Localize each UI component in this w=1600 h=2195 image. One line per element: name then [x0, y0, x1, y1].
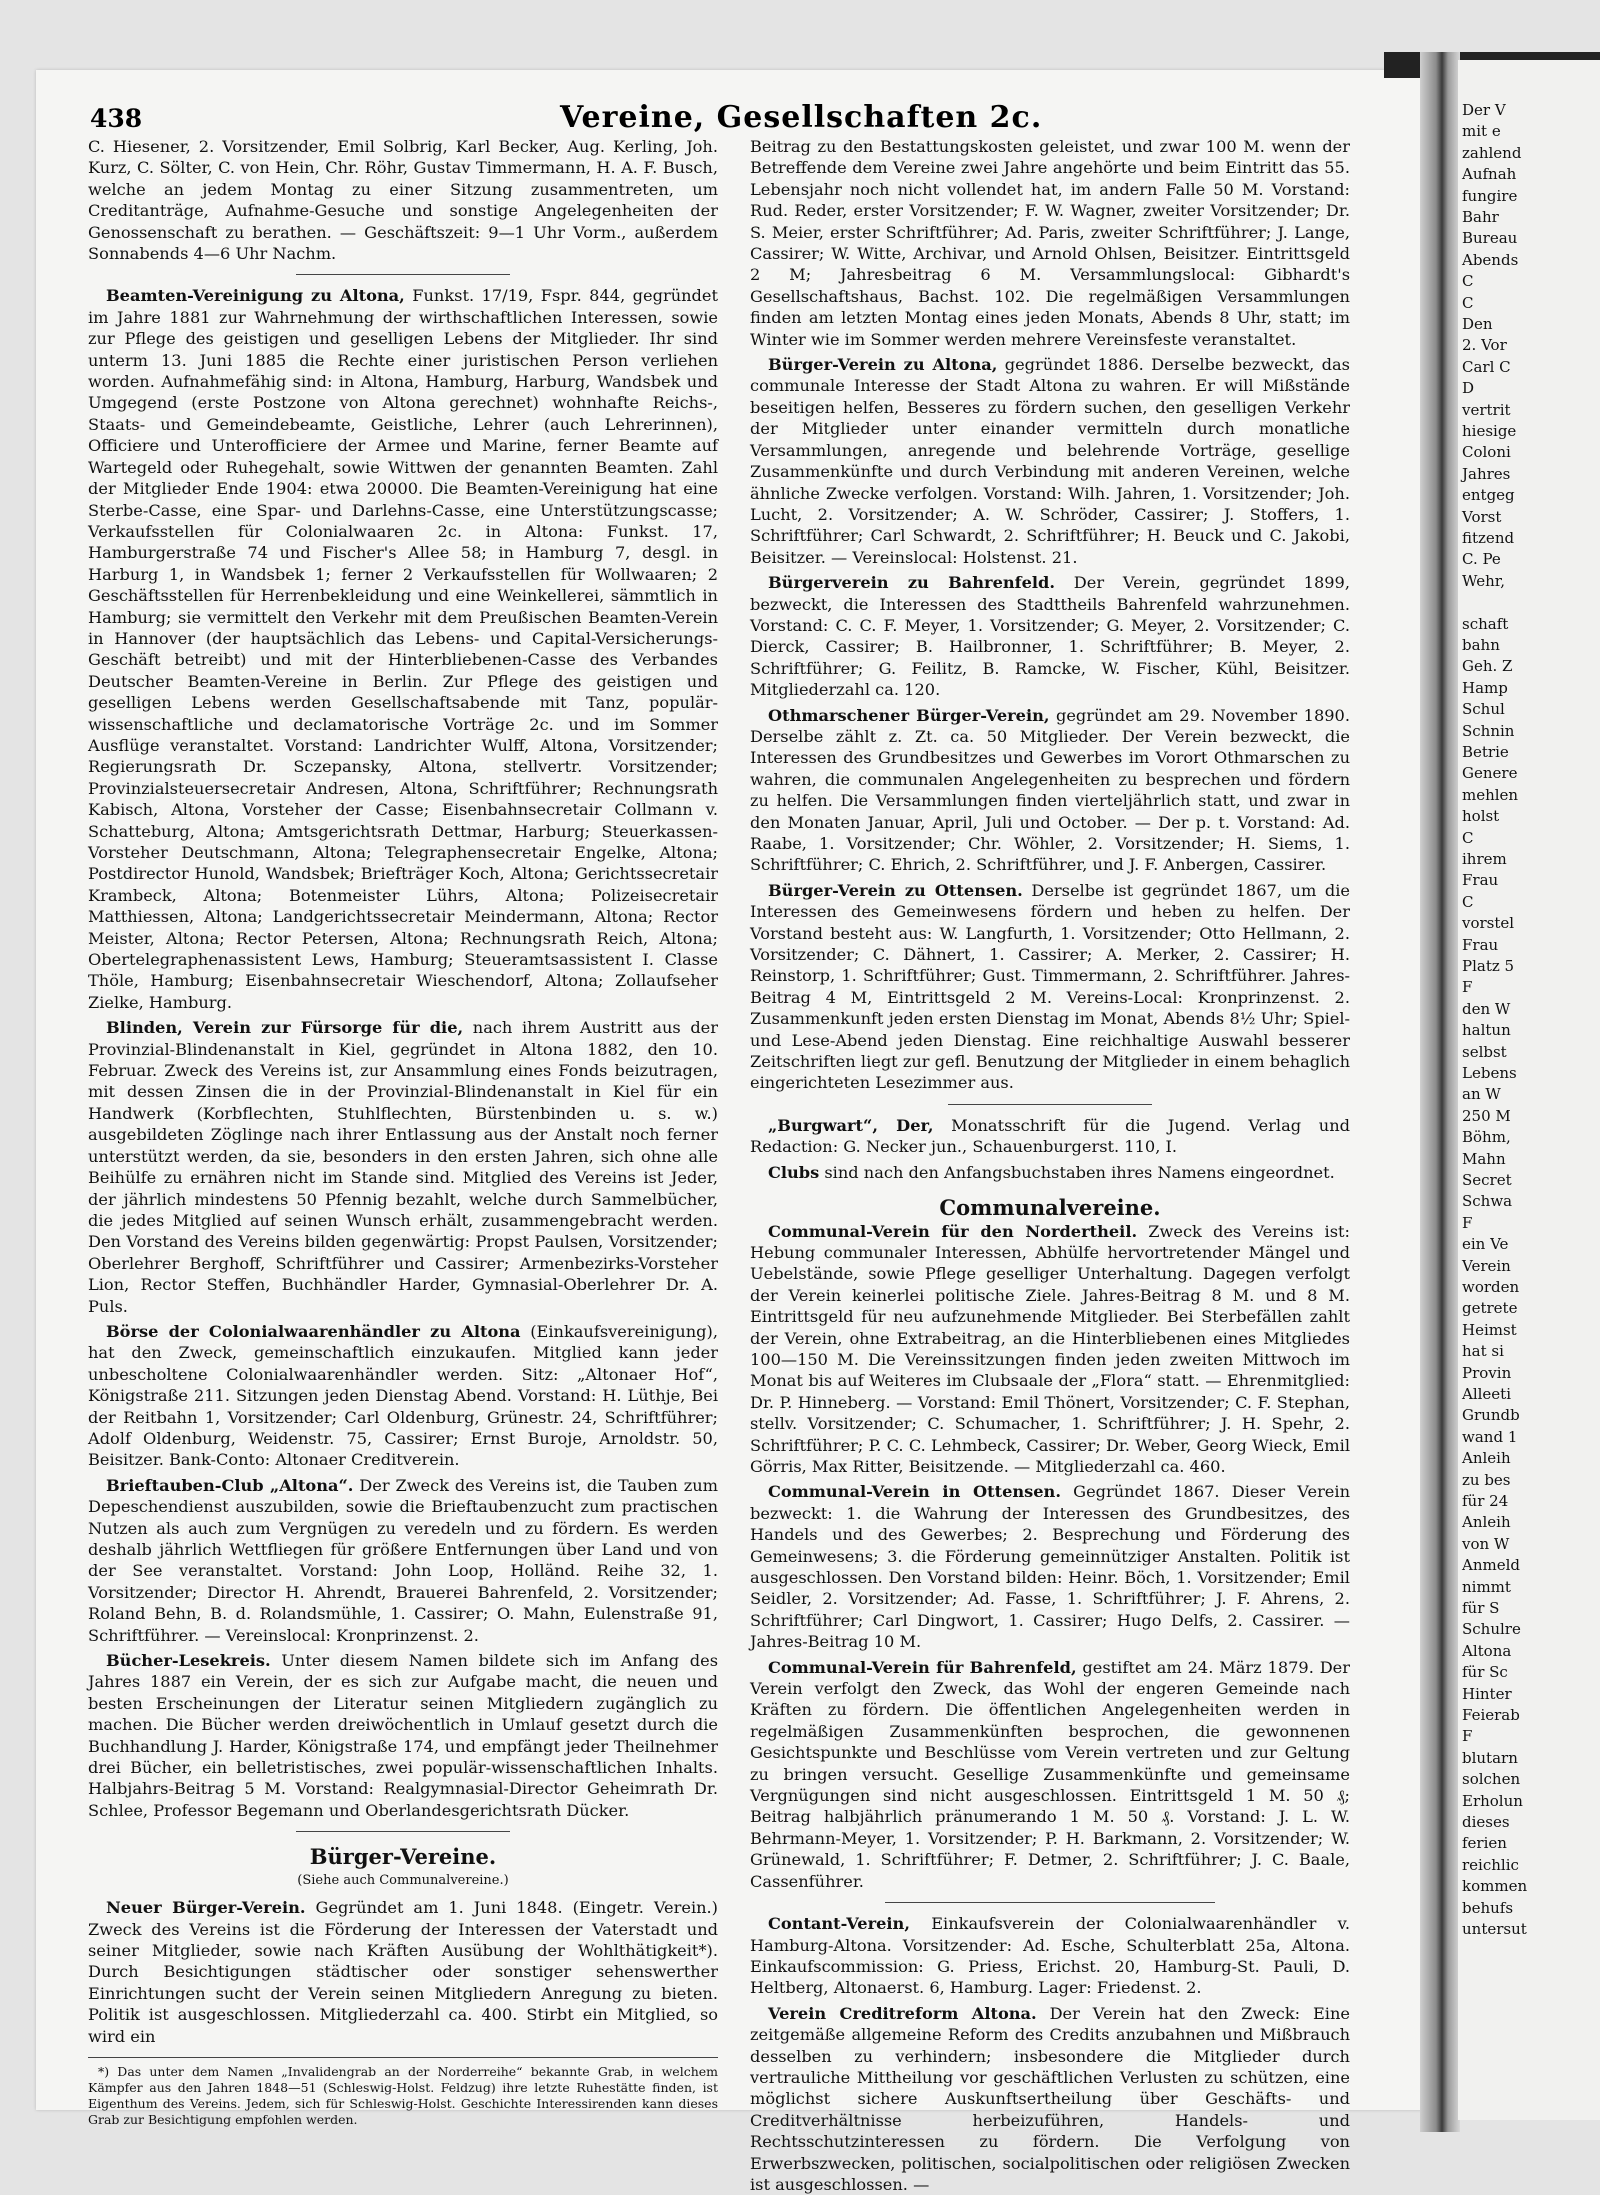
- right-page-line-fragment: für S: [1462, 1599, 1500, 1617]
- right-page-line-fragment: wand 1: [1462, 1427, 1518, 1446]
- right-page-line-fragment: Den: [1462, 315, 1493, 333]
- right-page-line-fragment: Verein: [1462, 1256, 1511, 1275]
- entry-text: sind nach den Anfangsbuchstaben ihres Namens eingeordnet.: [819, 1162, 1335, 1182]
- right-page-line-fragment: Bahr: [1462, 208, 1499, 226]
- right-page-line-fragment: Anleih: [1462, 1513, 1511, 1532]
- footnote-text: *) Das unter dem Namen „Invalidengrab an der Norderreihe“ bekannte Grab, in welchem Kämpfer aus den Jahren 1848—51 (Schleswig-Holst. Feldzug) ihre letzte Ruhestätte finden, ist Eigenthum des Vereins. Jedem, sich für Schleswig-Holst. Geschichte Interessirenden kann dieses Grab zur Besichtigung empfohlen werden.: [88, 2063, 718, 2127]
- right-page-line-fragment: Hinter: [1462, 1684, 1512, 1703]
- right-page-line-fragment: getrete: [1462, 1299, 1518, 1318]
- entry-text: gegründet am 29. November 1890. Derselbe zählt z. Zt. ca. 50 Mitglieder. Der Verein bezweckt, die Interessen des Grundbesitzes und Gewerbes im Vorort Othmarschen zu wahren, die communalen Angelegenheiten zu besprechen und fördern zu helfen. Die Versammlungen finden vierteljährlich statt, und zwar in den Monaten Januar, April, Juli und October. — Der p. t. Vorstand: Ad. Raabe, 1. Vorsitzender; Chr. Wöhler, 2. Vorsitzender; H. Siems, 1. Schriftführer; C. Ehrich, 2. Schriftführer, und J. F. Anbergen, Cassirer.: [750, 705, 1350, 875]
- right-page-line-fragment: Coloni: [1462, 443, 1511, 462]
- right-page-line-fragment: hiesige: [1462, 422, 1517, 440]
- right-page-line-fragment: Abends: [1462, 250, 1519, 269]
- right-page-line-fragment: Schnin: [1462, 721, 1515, 740]
- right-page-line-fragment: Lebens: [1462, 1064, 1517, 1082]
- entry-neuer-buerger-verein: [88, 1897, 718, 2047]
- right-page-line-fragment: mit e: [1462, 122, 1501, 141]
- right-page-line-fragment: Anmeld: [1462, 1556, 1520, 1575]
- right-page-edge: [1458, 60, 1600, 2120]
- right-page-line-fragment: Betrie: [1462, 743, 1509, 761]
- entry-title: Bücher-Lesekreis.: [106, 1651, 271, 1671]
- entry-text: gestiftet am 24. März 1879. Der Verein verfolgt den Zweck, das Wohl der engeren Gemeinde nach Kräften zu fördern. Die öffentlichen Angelegenheiten werden in regelmäßigen Zusammenkünften besprochen, die gewonnenen Gesichtspunkte und Beschlüsse vom Verein vertreten und zur Geltung zu bringen versucht. Gesellige Zusammenkünfte und gemeinsame Vergnügungen sind nicht ausgeschlossen. Eintrittsgeld 1 M. 50 ₰; Beitrag halbjährlich pränumerando 1 M. 50 ₰. Vorstand: J. L. W. Behrmann-Meyer, 1. Vorsitzender; P. H. Barkmann, 2. Vorsitzender; W. Grünewald, 1. Schriftführer; F. Detmer, 2. Schriftführer; J. C. Baale, Cassenführer.: [750, 1657, 1350, 1891]
- entry-title: Communal-Verein für den Nordertheil.: [768, 1221, 1138, 1241]
- right-page-line-fragment: zu bes: [1462, 1470, 1511, 1489]
- entry-clubs: [750, 1162, 1350, 1183]
- entry-title: Beamten-Vereinigung zu Altona,: [106, 286, 405, 306]
- right-page-line-fragment: reichlic: [1462, 1855, 1519, 1874]
- right-page-line-fragment: an W: [1462, 1085, 1501, 1104]
- right-page-line-fragment: schaft: [1462, 614, 1509, 633]
- right-page-line-fragment: für 24: [1462, 1492, 1509, 1510]
- entry-title: Börse der Colonialwaarenhändler zu Altona: [106, 1321, 521, 1341]
- divider: [296, 274, 510, 275]
- entry-boerse-colonialwaaren: [88, 1321, 718, 1471]
- right-page-line-fragment: Frau: [1462, 935, 1499, 954]
- right-page-line-fragment: haltun: [1462, 1021, 1511, 1040]
- entry-title: Brieftauben-Club „Altona“.: [106, 1475, 354, 1495]
- entry-buecher-lesekreis: [88, 1650, 718, 1821]
- right-page-line-fragment: Jahres: [1462, 464, 1511, 483]
- entry-text: Einkaufsverein der Colonialwaarenhändler v. Hamburg-Altona. Vorsitzender: Ad. Esche, Schulterblatt 25a, Altona. Einkaufscommission: G. Priess, Erichst. 20, Hamburg-St. Pauli, D. Heltberg, Altonaerst. 6, Hamburg. Lager: Friedenst. 2.: [750, 1914, 1350, 1998]
- entry-text: Derselbe ist gegründet 1867, um die Interessen des Gemeinwesens fördern und heben zu helfen. Der Vorstand besteht aus: W. Langfurth, 1. Vorsitzender; Otto Hellmann, 2. Vorsitzender; C. Dähnert, 1. Cassirer; A. Merker, 2. Cassirer; H. Reinstorp, 1. Schriftführer; Gust. Timmermann, 2. Schriftführer. Jahres-Beitrag 4 M, Eintrittsgeld 2 M. Vereins-Local: Kronprinzenst. 2. Zusammenkunft jeden ersten Dienstag im Monat, Abends 8½ Uhr; Spiel- und Lese-Abend jeden Dienstag. Eine reichhaltige Auswahl besserer Zeitschriften liegt zur gefl. Benutzung der Mitglieder in einem behaglich eingerichteten Lesezimmer aus.: [750, 880, 1350, 1093]
- right-page-line-fragment: Platz 5: [1462, 957, 1515, 975]
- entry-title: Neuer Bürger-Verein.: [106, 1898, 306, 1918]
- footnote: [88, 2057, 718, 2128]
- right-page-line-fragment: mehlen: [1462, 785, 1519, 804]
- right-page-line-fragment: fitzend: [1462, 529, 1515, 547]
- right-page-line-fragment: selbst: [1462, 1042, 1507, 1061]
- entry-text: Unter diesem Namen bildete sich im Anfang des Jahres 1887 ein Verein, der es sich zur Aufgabe macht, die neuen und besten Erscheinungen der Literatur seinen Mitgliedern zugänglich zu machen. Die Bücher werden dreiwöchentlich in Umlauf gesetzt durch die Buchhandlung J. Harder, Königstraße 174, und empfängt jeder Theilnehmer drei Bücher, ein belletristisches, zwei populär-wissenschaftlichen Inhalts. Halbjahrs-Beitrag 5 M. Vorstand: Realgymnasial-Director Geheimrath Dr. Schlee, Professor Begemann und Oberlandesgerichtsrath Dücker.: [88, 1651, 718, 1820]
- right-page-line-fragment: solchen: [1462, 1770, 1521, 1789]
- right-page-line-fragment: C: [1462, 828, 1474, 847]
- right-page-line-fragment: C: [1462, 293, 1474, 312]
- running-title: Vereine, Gesellschaften 2c.: [560, 100, 1043, 135]
- right-page-line-fragment: Grundb: [1462, 1406, 1520, 1425]
- entry-blinden-verein: [88, 1017, 718, 1317]
- divider: [885, 1902, 1215, 1903]
- right-page-line-fragment: von W: [1462, 1534, 1510, 1553]
- right-column: [750, 136, 1350, 2194]
- right-page-line-fragment: 250 M: [1462, 1106, 1511, 1125]
- right-page-line-fragment: nimmt: [1462, 1577, 1511, 1596]
- right-page-line-fragment: F: [1462, 1213, 1473, 1232]
- right-page-line-fragment: für Sc: [1462, 1663, 1508, 1682]
- right-page-line-fragment: Schul: [1462, 700, 1505, 719]
- right-page-line-fragment: Schwa: [1462, 1192, 1513, 1211]
- right-page-line-fragment: ihrem: [1462, 850, 1507, 868]
- entry-buergerverein-bahrenfeld: [750, 572, 1350, 700]
- right-page-line-fragment: holst: [1462, 807, 1500, 826]
- right-page-line-fragment: Erholun: [1462, 1791, 1523, 1810]
- right-page-line-fragment: ein Ve: [1462, 1235, 1509, 1254]
- entry-text: gegründet 1886. Derselbe bezweckt, das communale Interesse der Stadt Altona zu wahren. Er will Mißstände beseitigen helfen, Besseres zu fördern suchen, den geselligen Verkehr der Mitglieder unter einander vermitteln durch monatliche Versammlungen, anregende und belehrende Vorträge, gesellige Zusammenkünfte und durch Verbindung mit anderen Vereinen, welche ähnliche Zwecke verfolgen. Vorstand: Wilh. Jahren, 1. Vorsitzender; Joh. Lucht, 2. Vorsitzender; A. W. Schröder, Cassirer; J. Stoffers, 1. Schriftführer; Carl Schwardt, 2. Schriftführer; H. Beuck und C. Jakobi, Beisitzer. — Vereinslocal: Holstenst. 21.: [750, 355, 1350, 567]
- entry-text: Monatsschrift für die Jugend. Verlag und Redaction: G. Necker jun., Schauenburgerst. 110, I.: [750, 1115, 1350, 1157]
- right-page-line-fragment: Hamp: [1462, 678, 1508, 697]
- right-page-line-fragment: worden: [1462, 1278, 1520, 1296]
- right-page-line-fragment: Wehr,: [1462, 571, 1506, 590]
- entry-title: Clubs: [768, 1162, 820, 1182]
- divider: [948, 1104, 1152, 1105]
- continued-paragraph: Beitrag zu den Bestattungskosten geleistet, und zwar 100 M. wenn der Betreffende dem Vereine zwei Jahre angehörte und beim Eintritt das 55. Lebensjahr noch nicht vollendet hat, im andern Falle 50 M. Vorstand: Rud. Reder, erster Vorsitzender; F. W. Wagner, zweiter Vorsitzender; Dr. S. Meier, erster Schriftführer; Ad. Paris, zweiter Schriftführer; J. Lange, Cassirer; W. Witte, Archivar, und Arnold Ohlsen, Beisitzer. Eintrittsgeld 2 M; Jahresbeitrag 6 M. Versammlungslocal: Gibhardt's Gesellschaftshaus, Bachst. 102. Die regelmäßigen Versammlungen finden am letzten Montag eines jeden Monats, Abends 8 Uhr, statt; im Winter wie im Sommer werden mehrere Vereinsfeste veranstaltet.: [750, 137, 1350, 349]
- entry-text: Zweck des Vereins ist: Hebung communaler Interessen, Abhülfe hervortretender Mängel und Uebelstände, sowie Pflege geselliger Unterhaltung. Dagegen verfolgt der Verein keinerlei politische Ziele. Jahres-Beitrag 8 M. und 8 M. Eintrittsgeld für neu aufzunehmende Mitglieder. Bei Sterbefällen zahlt der Verein, ohne Extrabeitrag, an die Hinterbliebenen eines Mitgliedes 100—150 M. Die Vereinssitzungen finden jeden zweiten Mittwoch im Monat bis auf Weiteres im Clubsaale der „Flora“ statt. — Ehrenmitglied: Dr. P. Hinneberg. — Vorstand: Emil Thönert, Vorsitzender; C. F. Stephan, stellv. Vorsitzender; C. Schumacher, 1. Schriftführer; J. H. Spehr, 2. Schriftführer; P. C. C. Lehmbeck, Cassirer; Dr. Weber, Georg Wieck, Emil Görris, Max Ritter, Beisitzende. — Mitgliederzahl ca. 460.: [750, 1221, 1350, 1476]
- right-page-line-fragment: Altona: [1462, 1641, 1512, 1660]
- right-page-line-fragment: den W: [1462, 999, 1511, 1018]
- right-page-line-fragment: C: [1462, 892, 1474, 911]
- page-number: 438: [90, 104, 143, 133]
- right-page-line-fragment: C: [1462, 272, 1474, 291]
- entry-title: Communal-Verein in Ottensen.: [768, 1482, 1061, 1502]
- entry-text: Gegründet 1867. Dieser Verein bezweckt: 1. die Wahrung der Interessen des Grundbesitzes, des Handels und des Gewerbes; 2. Besprechung und Förderung des Gemeinwesens; 3. die Förderung gemeinnütziger Anstalten. Politik ist ausgeschlossen. Den Vorstand bilden: Heinr. Böch, 1. Vorsitzender; Emil Seidler, 2. Vorsitzender; Ad. Fasse, 1. Schriftführer; J. F. Ahrens, 2. Schriftführer; Carl Dingwort, 1. Cassirer; Hugo Delfs, 2. Cassirer. — Jahres-Beitrag 10 M.: [750, 1482, 1350, 1652]
- section-heading-communalvereine: Communalvereine.: [939, 1195, 1161, 1221]
- right-page-line-fragment: Aufnah: [1462, 165, 1517, 184]
- entry-text: Der Zweck des Vereins ist, die Tauben zum Depeschendienst auszubilden, sowie die Brieftaubenzucht zum practischen Nutzen als auch zum Vergnügen zu veredeln und zu fördern. Es werden deshalb jährlich Wettfliegen für größere Entfernungen über Land und von der See veranstaltet. Vorstand: John Loop, Holländ. Reihe 32, 1. Vorsitzender; Director H. Ahrendt, Brauerei Bahrenfeld, 2. Vorsitzender; Roland Behn, B. d. Rolandsmühle, 1. Cassirer; O. Mahn, Eulenstraße 91, Schriftführer. — Vereinslocal: Kronprinzenst. 2.: [88, 1475, 718, 1645]
- right-page-line-fragment: vorstel: [1462, 914, 1515, 933]
- intro-paragraph: C. Hiesener, 2. Vorsitzender, Emil Solbrig, Karl Becker, Aug. Kerling, Joh. Kurz, C. Sölter, C. von Hein, Chr. Röhr, Gustav Timmermann, H. A. F. Busch, welche an jedem Montag zu einer Sitzung zusammentreten, um Creditanträge, Aufnahme-Gesuche und sonstige Angelegenheiten der Genossenschaft zu berathen. — Geschäftszeit: 9—1 Uhr Vorm., außerdem Sonnabends 4—6 Uhr Nachm.: [88, 137, 718, 264]
- right-page-line-fragment: 2. Vor: [1462, 336, 1507, 355]
- entry-title: Bürgerverein zu Bahrenfeld.: [768, 573, 1055, 593]
- entry-communal-verein-ottensen: [750, 1481, 1350, 1652]
- divider: [296, 1831, 510, 1832]
- entry-buerger-verein-ottensen: [750, 880, 1350, 1094]
- right-page-line-fragment: Provin: [1462, 1363, 1512, 1382]
- right-page-line-fragment: bahn: [1462, 636, 1500, 654]
- section-heading-buerger-vereine: Bürger-Vereine.: [309, 1844, 497, 1870]
- right-page-line-fragment: entgeg: [1462, 486, 1515, 505]
- section-subheading: (Siehe auch Communalvereine.): [297, 1872, 509, 1888]
- right-page-line-fragment: Heimst: [1462, 1320, 1517, 1339]
- entry-communal-verein-nordertheil: [750, 1221, 1350, 1478]
- right-page-line-fragment: dieses: [1462, 1813, 1510, 1831]
- right-page-line-fragment: Genere: [1462, 764, 1518, 783]
- right-page-line-fragment: F: [1462, 978, 1473, 997]
- left-column: [88, 136, 719, 2127]
- entry-contant-verein: [750, 1913, 1350, 1999]
- right-page-line-fragment: fungire: [1462, 186, 1518, 205]
- entry-title: Othmarschener Bürger-Verein,: [768, 705, 1050, 725]
- entry-brieftauben-club: [88, 1475, 718, 1646]
- right-page-line-fragment: Carl C: [1462, 357, 1511, 376]
- entry-beamten-vereinigung: [88, 285, 718, 1013]
- entry-othmarschener-buerger-verein: [750, 705, 1350, 876]
- right-page-line-fragment: F: [1462, 1727, 1473, 1746]
- right-page-line-fragment: Böhm,: [1462, 1128, 1511, 1147]
- entry-verein-creditreform: [750, 2003, 1350, 2195]
- right-page-line-fragment: Geh. Z: [1462, 657, 1513, 676]
- entry-title: „Burgwart“, Der,: [768, 1115, 934, 1135]
- right-page-line-fragment: behufs: [1462, 1898, 1514, 1917]
- entry-text: (Einkaufsvereinigung), hat den Zweck, gemeinschaftlich einzukaufen. Mitglied kann jeder unbescholtene Colonialwaarenhändler werden. Sitz: „Altonaer Hof“, Königstraße 211. Sitzungen jeden Dienstag Abend. Vorstand: H. Lüthje, Bei der Reitbahn 1, Vorsitzender; Carl Oldenburg, Grünestr. 24, Schriftführer; Adolf Oldenburg, Weidenstr. 75, Cassirer; Ernst Buroje, Arnoldstr. 50, Beisitzer. Bank-Conto: Altonaer Creditverein.: [88, 1321, 718, 1470]
- right-page-line-fragment: Vorst: [1462, 507, 1502, 526]
- right-page-line-fragment: Feierab: [1462, 1706, 1520, 1724]
- entry-title: Contant-Verein,: [768, 1914, 910, 1934]
- entry-text: Gegründet am 1. Juni 1848. (Eingetr. Verein.) Zweck des Vereins ist die Förderung der Interessen der Vaterstadt und seiner Mitglieder, sowie nach Kräften Ausübung der Wohlthätigkeit*). Durch Besichtigungen städtischer oder sonstiger sehenswerther Einrichtungen sucht der Verein seinen Mitgliedern Anregung zu bieten. Politik ist ausgeschlossen. Mitgliederzahl ca. 400. Stirbt ein Mitglied, so wird ein: [88, 1898, 719, 2046]
- right-page-line-fragment: vertrit: [1462, 400, 1511, 419]
- right-page-line-fragment: Schulre: [1462, 1620, 1521, 1639]
- right-page-line-fragment: Anleih: [1462, 1449, 1511, 1468]
- entry-text: Der Verein, gegründet 1899, bezweckt, die Interessen des Stadttheils Bahrenfeld wahrzunehmen. Vorstand: C. C. F. Meyer, 1. Vorsitzender; G. Meyer, 2. Vorsitzender; C. Dierck, Cassirer; B. Hailbronner, 1. Schriftführer; B. Meyer, 2. Schriftführer; G. Feilitz, B. Ramcke, W. Fischer, Kühl, Beisitzer. Mitgliederzahl ca. 120.: [750, 573, 1350, 700]
- right-page-line-fragment: Bureau: [1462, 229, 1518, 248]
- right-page-line-fragment: zahlend: [1462, 143, 1522, 162]
- right-page-line-fragment: blutarn: [1462, 1748, 1518, 1767]
- right-page-line-fragment: ferien: [1462, 1834, 1507, 1853]
- entry-text: Der Verein hat den Zweck: Eine zeitgemäße allgemeine Reform des Credits anzubahnen und Mißbrauch desselben zu verhindern; insbesondere die Mitglieder durch vertrauliche Mittheilung vor geschäftlichen Verlusten zu schützen, eine möglichst sichere Auskunftsertheilung über Geschäfts- und Creditverhältnisse herbeizuführen, Handels- und Rechtsschutzinteressen zu fördern. Die Verfolgung von Erwerbszwecken, politischen, socialpolitischen oder religiösen Zwecken ist ausgeschlossen. —: [750, 2003, 1350, 2194]
- right-page-line-fragment: D: [1462, 379, 1475, 398]
- right-page-line-fragment: Mahn: [1462, 1149, 1506, 1168]
- book-spine: [1420, 52, 1460, 2132]
- entry-text: Funkst. 17/19, Fspr. 844, gegründet im Jahre 1881 zur Wahrnehmung der wirthschaftlichen Interessen, sowie zur Pflege des geistigen und geselligen Lebens der Mitglieder. Ihr sind unterm 13. Juni 1885 die Rechte einer juristischen Person verliehen worden. Aufnahmefähig sind: in Altona, Hamburg, Harburg, Wandsbek und Umgegend (erste Postzone von Altona gerechnet) wohnhafte Reichs-, Staats- und Gemeindebeamte, Geistliche, Lehrer (auch Lehrerinnen), Officiere und Unterofficiere der Armee und Marine, ferner Beamte auf Wartegeld oder Ruhegehalt, sowie Wittwen der genannten Beamten. Zahl der Mitglieder Ende 1904: etwa 20000. Die Beamten-Vereinigung hat eine Sterbe-Casse, eine Spar- und Darlehns-Casse, eine Unterstützungscasse; Verkaufsstellen für Colonialwaaren 2c. in Altona: Funkst. 17, Hamburgerstraße 74 und Fischer's Allee 58; in Hamburg 7, desgl. in Harburg 1, in Wandsbek 1; ferner 2 Verkaufsstellen für Wollwaaren; 2 Geschäftsstellen für Herrenbekleidung und eine Weinkellerei, sämmtlich in Hamburg; sie vermittelt den Verkehr mit dem Preußischen Beamten-Verein in Hannover (der hauptsächlich das Lebens- und Capital-Versicherungs-Geschäft betreibt) und mit der Hinterbliebenen-Casse des Verbandes Deutscher Beamten-Vereine in Berlin. Zur Pflege des geistigen und geselligen Lebens werden Gesellschaftsabende mit Tanz, populär-wissenschaftliche und declamatorische Vorträge 2c. und im Sommer Ausflüge veranstaltet. Vorstand: Landrichter Wulff, Altona, Vorsitzender; Regierungsrath Dr. Sczepansky, Altona, stellvertr. Vorsitzender; Provinzialsteuersecretair Andresen, Altona, Schriftführer; Rechnungsrath Kabisch, Altona, Vorsteher der Casse; Eisenbahnsecretair Collmann v. Schatteburg, Altona; Amtsgerichtsrath Dettmar, Harburg; Steuerkassen-Vorsteher Deutschmann, Altona; Telegraphensecretair Engelke, Altona; Postdirector Hunold, Wandsbek; Briefträger Koch, Altona; Gerichtssecretair Krambeck, Altona; Botenmeister Lührs, Altona; Polizeisecretair Matthiessen, Altona; Landgerichtssecretair Meindermann, Altona; Rector Meister, Altona; Rector Petersen, Altona; Rechnungsrath Reich, Altona; Obertelegraphenassistent Lews, Hamburg; Steueramtsassistent I. Classe Thöle, Hamburg; Eisenbahnsecretair Wieschendorf, Altona; Zollaufseher Zielke, Hamburg.: [88, 286, 719, 1012]
- right-page-line-fragment: Alleeti: [1462, 1385, 1512, 1403]
- right-page-line-fragment: Secret: [1462, 1171, 1512, 1189]
- entry-title: Bürger-Verein zu Ottensen.: [768, 880, 1023, 900]
- right-page-line-fragment: kommen: [1462, 1877, 1528, 1896]
- entry-title: Communal-Verein für Bahrenfeld,: [768, 1657, 1077, 1677]
- entry-burgwart: [750, 1115, 1350, 1158]
- right-page-line-fragment: Der V: [1462, 101, 1506, 119]
- right-page-line-fragment: hat si: [1462, 1342, 1504, 1361]
- entry-title: Verein Creditreform Altona.: [768, 2003, 1037, 2023]
- entry-buerger-verein-altona: [750, 354, 1350, 568]
- right-page-line-fragment: untersut: [1462, 1920, 1527, 1938]
- entry-text: nach ihrem Austritt aus der Provinzial-Blindenanstalt in Kiel, gegründet in Altona 1882, den 10. Februar. Zweck des Vereins ist, zur Ansammlung eines Fonds beizutragen, mit dessen Zinsen die in der Provinzial-Blindenanstalt in Kiel für ein Handwerk (Korbflechten, Stuhlflechten, Bürstenbinden u. s. w.) ausgebildeten Zöglinge nach ihrer Entlassung aus der Anstalt noch ferner unterstützt werden, da sie, besonders in den ersten Jahren, sich ohne alle Beihülfe zu ernähren nicht im Stande sind. Mitglied des Vereins ist Jeder, der jährlich mindestens 50 Pfennig bezahlt, welche durch Sammelbücher, die jedes Mitglied auf seinen Wunsch erhält, zusammengebracht werden. Den Vorstand des Vereins bilden gegenwärtig: Propst Paulsen, Vorsitzender; Oberlehrer Berghoff, Schriftführer und Cassirer; Armenbezirks-Vorsteher Lion, Rector Steffen, Buchhändler Harder, Gymnasial-Oberlehrer Dr. A. Puls.: [88, 1018, 718, 1316]
- right-page-line-fragment: Frau: [1462, 871, 1499, 890]
- entry-title: Bürger-Verein zu Altona,: [768, 355, 998, 375]
- entry-communal-verein-bahrenfeld: [750, 1657, 1350, 1892]
- right-page-line-fragment: C. Pe: [1462, 550, 1501, 569]
- entry-title: Blinden, Verein zur Fürsorge für die,: [106, 1018, 464, 1038]
